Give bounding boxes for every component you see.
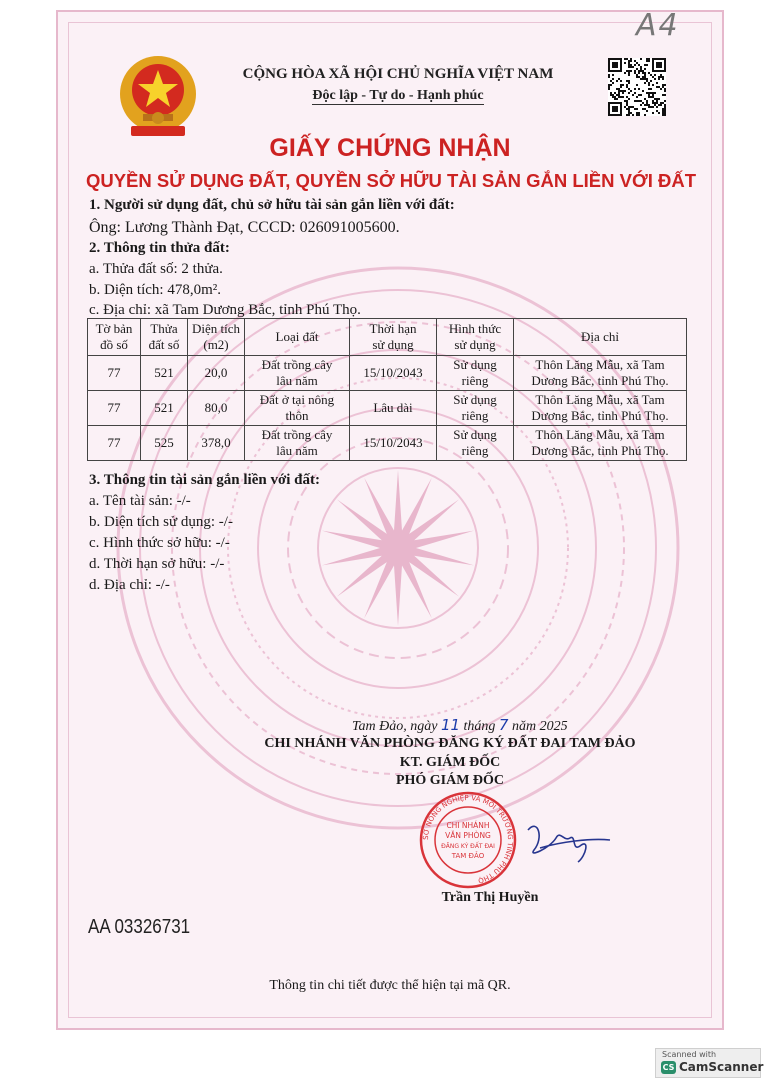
cell-form: Sử dụng riêng — [437, 426, 514, 461]
national-emblem-icon — [117, 52, 199, 140]
svg-text:TAM ĐẢO: TAM ĐẢO — [451, 852, 485, 860]
issuing-office: CHI NHÁNH VĂN PHÒNG ĐĂNG KÝ ĐẤT ĐAI TAM ĐẢO — [264, 736, 636, 751]
scanner-caption: Scanned with — [662, 1050, 717, 1059]
svg-text:ĐĂNG KÝ ĐẤT ĐAI: ĐĂNG KÝ ĐẤT ĐAI — [441, 843, 495, 850]
cell-map: 77 — [88, 426, 141, 461]
cell-address: Thôn Lăng Mẫu, xã Tam Dương Bắc, tỉnh Phú Thọ. — [514, 356, 687, 391]
owner-info: Ông: Lương Thành Đạt, CCCD: 026091005600. — [89, 219, 400, 236]
table-row — [88, 426, 687, 461]
camscanner-logo-icon: CS — [662, 1063, 675, 1072]
serial-number: AA 03326731 — [88, 916, 191, 938]
table-row — [88, 356, 687, 391]
table-header-row — [88, 319, 687, 356]
col-plot-no: Thửa đất số — [141, 319, 188, 356]
national-name: CỘNG HÒA XÃ HỘI CHỦ NGHĨA VIỆT NAM — [242, 66, 554, 82]
section3-heading: 3. Thông tin tài sản gắn liền với đất: — [89, 472, 320, 488]
cell-area: 80,0 — [188, 391, 245, 426]
svg-text:SỞ NÔNG NGHIỆP VÀ MÔI TRƯỜNG T: SỞ NÔNG NGHIỆP VÀ MÔI TRƯỜNG TỈNH PHÚ THỌ — [421, 793, 515, 885]
signer-name: Trần Thị Huyền — [441, 890, 539, 905]
cell-area: 378,0 — [188, 426, 245, 461]
camscanner-badge — [655, 1048, 764, 1078]
cell-area: 20,0 — [188, 356, 245, 391]
land-plot-table — [87, 318, 687, 461]
cell-term: 15/10/2043 — [350, 356, 437, 391]
col-land-type: Loại đất — [245, 319, 350, 356]
col-area: Diện tích (m2) — [188, 319, 245, 356]
section1-heading: 1. Người sử dụng đất, chủ sở hữu tài sản gắn liền với đất: — [89, 197, 455, 213]
national-motto: Độc lập - Tự do - Hạnh phúc — [312, 88, 484, 103]
asset-name: a. Tên tài sản: -/- — [89, 493, 191, 509]
cell-term: Lâu dài — [350, 391, 437, 426]
section2-heading: 2. Thông tin thửa đất: — [89, 240, 230, 256]
cell-address: Thôn Lăng Mẫu, xã Tam Dương Bắc, tỉnh Phú Thọ. — [514, 391, 687, 426]
signer-position: PHÓ GIÁM ĐỐC — [395, 773, 505, 788]
asset-ownership-form: c. Hình thức sở hữu: -/- — [89, 535, 230, 551]
date-month: 7 — [498, 716, 509, 734]
col-term: Thời hạn sử dụng — [350, 319, 437, 356]
asset-ownership-term: d. Thời hạn sở hữu: -/- — [89, 556, 225, 572]
cell-form: Sử dụng riêng — [437, 356, 514, 391]
table-row — [88, 391, 687, 426]
qr-code-icon[interactable] — [608, 58, 666, 116]
handwritten-signature-icon — [520, 808, 620, 868]
signing-authority: KT. GIÁM ĐỐC — [399, 755, 501, 770]
official-seal-icon — [418, 790, 518, 890]
plot-area: b. Diện tích: 478,0m². — [89, 282, 221, 298]
col-map-sheet: Tờ bản đồ số — [88, 319, 141, 356]
handwritten-note: A4 — [636, 8, 680, 43]
place-date: Tam Đảo, ngày 11 tháng 7 năm 2025 — [352, 716, 568, 734]
col-address: Địa chỉ — [514, 319, 687, 356]
cell-type: Đất ở tại nông thôn — [245, 391, 350, 426]
asset-address: d. Địa chỉ: -/- — [89, 577, 170, 593]
plot-address: c. Địa chỉ: xã Tam Dương Bắc, tỉnh Phú Thọ. — [89, 302, 361, 318]
cell-plot: 525 — [141, 426, 188, 461]
cell-type: Đất trồng cây lâu năm — [245, 426, 350, 461]
svg-text:CHI NHÁNH: CHI NHÁNH — [446, 821, 490, 830]
cell-form: Sử dụng riêng — [437, 391, 514, 426]
cell-address: Thôn Lăng Mẫu, xã Tam Dương Bắc, tỉnh Phú Thọ. — [514, 426, 687, 461]
col-use-form: Hình thức sử dụng — [437, 319, 514, 356]
asset-area: b. Diện tích sử dụng: -/- — [89, 514, 233, 530]
cell-map: 77 — [88, 391, 141, 426]
cell-map: 77 — [88, 356, 141, 391]
certificate-subtitle: QUYỀN SỬ DỤNG ĐẤT, QUYỀN SỞ HỮU TÀI SẢN GẮN LIỀN VỚI ĐẤT — [85, 170, 697, 191]
certificate-title: GIẤY CHỨNG NHẬN — [269, 134, 511, 162]
cell-plot: 521 — [141, 391, 188, 426]
cell-term: 15/10/2043 — [350, 426, 437, 461]
qr-note: Thông tin chi tiết được thể hiện tại mã QR. — [269, 978, 511, 993]
cell-plot: 521 — [141, 356, 188, 391]
plot-count: a. Thửa đất số: 2 thửa. — [89, 261, 223, 277]
svg-text:VĂN PHÒNG: VĂN PHÒNG — [445, 831, 491, 840]
cell-type: Đất trồng cây lâu năm — [245, 356, 350, 391]
date-day: 11 — [440, 716, 461, 734]
scanner-name: CamScanner — [679, 1060, 764, 1074]
